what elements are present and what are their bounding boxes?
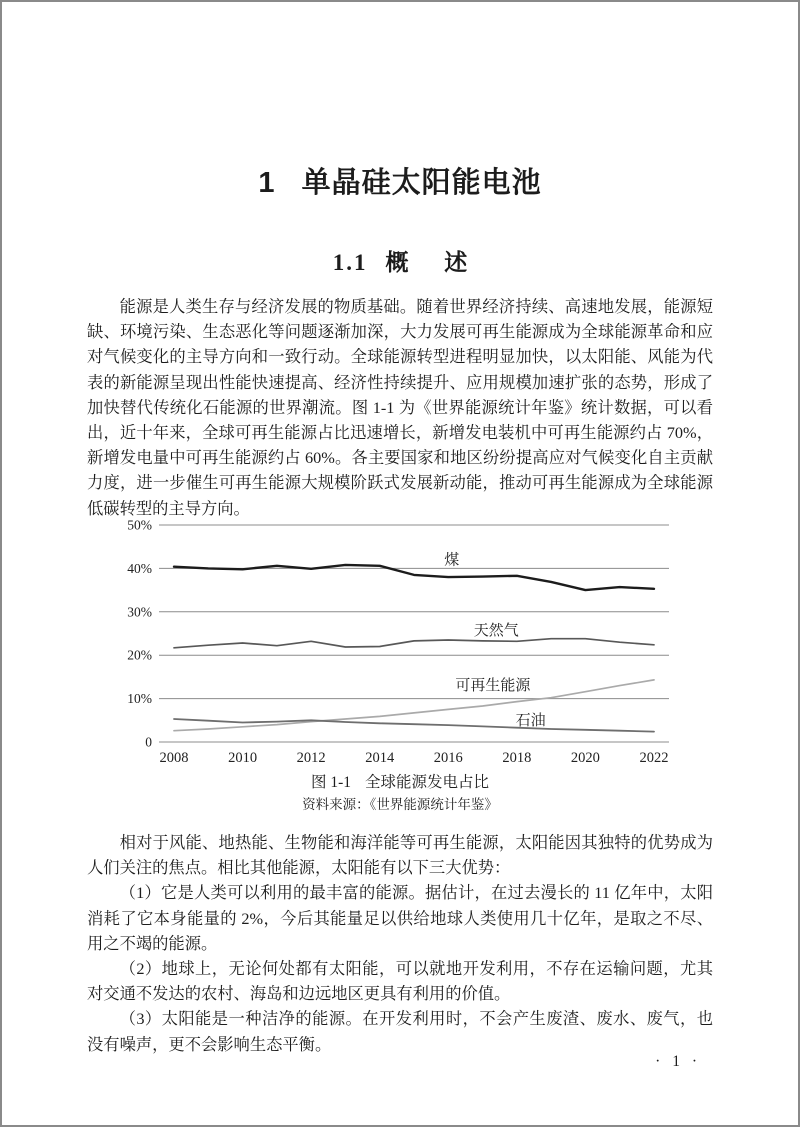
figure-caption-text: 全球能源发电占比 <box>365 774 490 791</box>
x-tick-label: 2014 <box>365 750 395 766</box>
figure-caption-label: 图 1-1 <box>310 774 352 791</box>
y-tick-label: 30% <box>127 604 152 620</box>
y-tick-label: 50% <box>127 520 152 533</box>
x-tick-label: 2022 <box>639 750 669 766</box>
body-paragraph: （2）地球上，无论何处都有太阳能，可以就地开发利用，不存在运输问题，尤其对交通不发达的农村、海岛和边远地区更具有利用的价值。 <box>87 959 713 1004</box>
body-paragraph: （3）太阳能是一种洁净的能源。在开发利用时，不会产生废渣、废水、废气，也没有噪声，更不会影响生态平衡。 <box>87 1009 713 1054</box>
figure-block <box>117 520 687 775</box>
body-paragraph: 能源是人类生存与经济发展的物质基础。随着世界经济持续、高速地发展，能源短缺、环境污染、生态恶化等问题逐渐加深，大力发展可再生能源成为全球能源革命和应对气候变化的主导方向和一致行动。全球能源转型进程明显加快，以太阳能、风能为代表的新能源呈现出性能快速提高、经济性持续提升、应用规模加速扩张的态势，形成了加快替代传统化石能源的世界潮流。图 1-1 为《世界能源统计年鉴》统计数据，可以看出，近十年来，全球可再生能源占比迅速增长，新增发电装机中可再生能源约占 70%，新增发电量中可再生能源约占 60%。各主要国家和地区纷纷提高应对气候变化自主贡献力度，进一步催生可再生能源大规模阶跃式发展新动能，推动可再生能源成为全球能源低碳转型的主导方向。 <box>87 297 713 518</box>
chapter-number: 1 <box>258 167 276 199</box>
figure-source: 资料来源：《世界能源统计年鉴》 <box>302 797 498 812</box>
chapter-title <box>2 165 798 201</box>
x-tick-label: 2020 <box>570 750 600 766</box>
x-tick-label: 2016 <box>433 750 463 766</box>
figure-caption <box>2 772 798 794</box>
figure-chart <box>117 520 687 770</box>
series-label: 煤 <box>444 552 460 569</box>
body-paragraph: 相对于风能、地热能、生物能和海洋能等可再生能源，太阳能因其独特的优势成为人们关注的焦点。相比其他能源，太阳能有以下三大优势： <box>87 833 713 878</box>
section-number: 1.1 <box>332 250 368 275</box>
section-title <box>2 248 798 278</box>
intro-paragraph-block <box>87 294 713 521</box>
series-label: 天然气 <box>473 623 519 640</box>
x-tick-label: 2008 <box>159 750 189 766</box>
page-number: · 1 · <box>655 1053 701 1070</box>
body-paragraph: （1）它是人类可以利用的最丰富的能源。据估计，在过去漫长的 11 亿年中，太阳消耗了它本身能量的 2%，今后其能量足以供给地球人类使用几十亿年，是取之不尽、用之不竭的能源。 <box>87 883 713 953</box>
section-title-text: 概 述 <box>385 250 468 275</box>
y-tick-label: 20% <box>127 647 152 663</box>
x-tick-label: 2018 <box>502 750 532 766</box>
series-label: 可再生能源 <box>455 677 531 694</box>
y-tick-label: 10% <box>127 691 152 707</box>
x-tick-label: 2012 <box>296 750 326 766</box>
y-tick-label: 40% <box>127 560 152 576</box>
y-tick-label: 0 <box>145 734 152 750</box>
chapter-title-text: 单晶硅太阳能电池 <box>301 167 542 199</box>
series-label: 石油 <box>515 713 546 730</box>
x-tick-label: 2010 <box>228 750 258 766</box>
lower-paragraph-block <box>87 830 713 1057</box>
